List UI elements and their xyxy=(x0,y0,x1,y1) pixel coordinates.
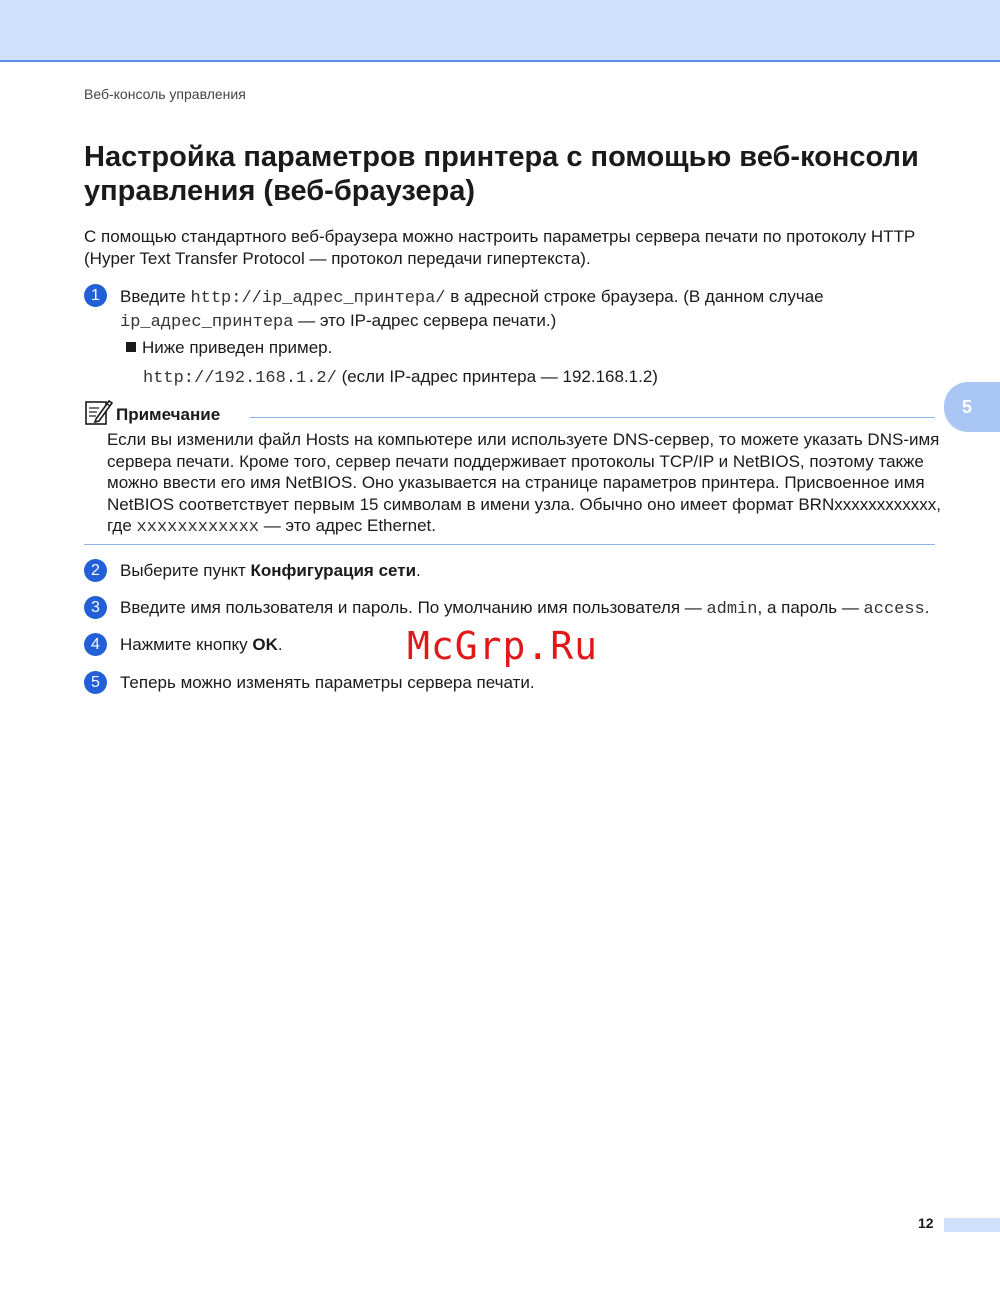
page-number: 12 xyxy=(918,1215,934,1231)
note-body-code: xxxxxxxxxxxx xyxy=(136,518,259,537)
step-3-prefix: Введите имя пользователя и пароль. По умолчанию имя пользователя — xyxy=(120,598,707,617)
step-1-url-code: http://ip_адрес_принтера/ xyxy=(190,289,446,308)
example-url-code: http://192.168.1.2/ xyxy=(143,369,337,388)
example-bullet xyxy=(126,337,332,359)
step-2-prefix: Выберите пункт xyxy=(120,561,251,580)
note-body xyxy=(107,429,942,539)
step-2-text xyxy=(120,560,950,582)
example-bullet-text: Ниже приведен пример. xyxy=(142,338,333,357)
header-band xyxy=(0,0,1000,62)
example-text: (если IP-адрес принтера — 192.168.1.2) xyxy=(336,367,658,386)
running-head: Веб-консоль управления xyxy=(84,86,246,102)
step-4-bold: OK xyxy=(252,635,278,654)
note-title: Примечание xyxy=(116,405,221,424)
step-1-text xyxy=(120,286,950,334)
example-line xyxy=(143,366,658,390)
bullet-square-icon xyxy=(126,342,136,352)
step-3-suffix: . xyxy=(924,598,930,617)
step-number-4: 4 xyxy=(84,633,107,656)
step-4-prefix: Нажмите кнопку xyxy=(120,635,253,654)
step-number-1: 1 xyxy=(84,284,107,307)
chapter-tab: 5 xyxy=(944,382,1000,432)
step-2-bold: Конфигурация сети xyxy=(250,561,417,580)
step-number-2: 2 xyxy=(84,559,107,582)
step-2-suffix: . xyxy=(416,561,421,580)
note-pencil-icon xyxy=(84,397,114,427)
step-1-prefix: Введите xyxy=(120,287,191,306)
step-5-text: Теперь можно изменять параметры сервера печати. xyxy=(120,673,535,692)
note-bottom-divider xyxy=(84,544,935,545)
note-top-divider xyxy=(250,417,935,418)
note-body-text: Если вы изменили файл Hosts на компьютере или используете DNS-сервер, то можете указать DNS-имя сервера печати. Кроме того, сервер печати поддерживает протоколы TCP/IP и NetBIOS, поэтому также можно ввести его имя NetBIOS. Оно указывается на странице параметров принтера. Присвоенное имя NetBIOS соответствует первым 15 символам в имени узла. Обычно оно имеет формат BRNxxxxxxxxxxxx, где xyxy=(107,430,941,535)
step-3-password-code: access xyxy=(863,600,925,619)
step-3-text xyxy=(120,597,960,621)
footer-band xyxy=(944,1218,1000,1232)
step-1-suffix: — это IP-адрес сервера печати.) xyxy=(293,311,557,330)
step-3-middle: , а пароль — xyxy=(757,598,864,617)
step-1-ip-code: ip_адрес_принтера xyxy=(120,313,294,332)
step-4-suffix: . xyxy=(277,635,283,654)
step-1-middle: в адресной строке браузера. (В данном случае xyxy=(445,287,824,306)
step-number-3: 3 xyxy=(84,596,107,619)
step-number-5: 5 xyxy=(84,671,107,694)
watermark: McGrp.Ru xyxy=(407,624,599,668)
note-body-end: — это адрес Ethernet. xyxy=(258,516,436,535)
page-title: Настройка параметров принтера с помощью веб-консоли управления (веб-браузера) xyxy=(84,141,919,207)
intro-paragraph: С помощью стандартного веб-браузера можно настроить параметры сервера печати по протоколу HTTP (Hyper Text Transfer Protocol — протокол передачи гипертекста). xyxy=(84,227,915,268)
step-3-username-code: admin xyxy=(706,600,758,619)
